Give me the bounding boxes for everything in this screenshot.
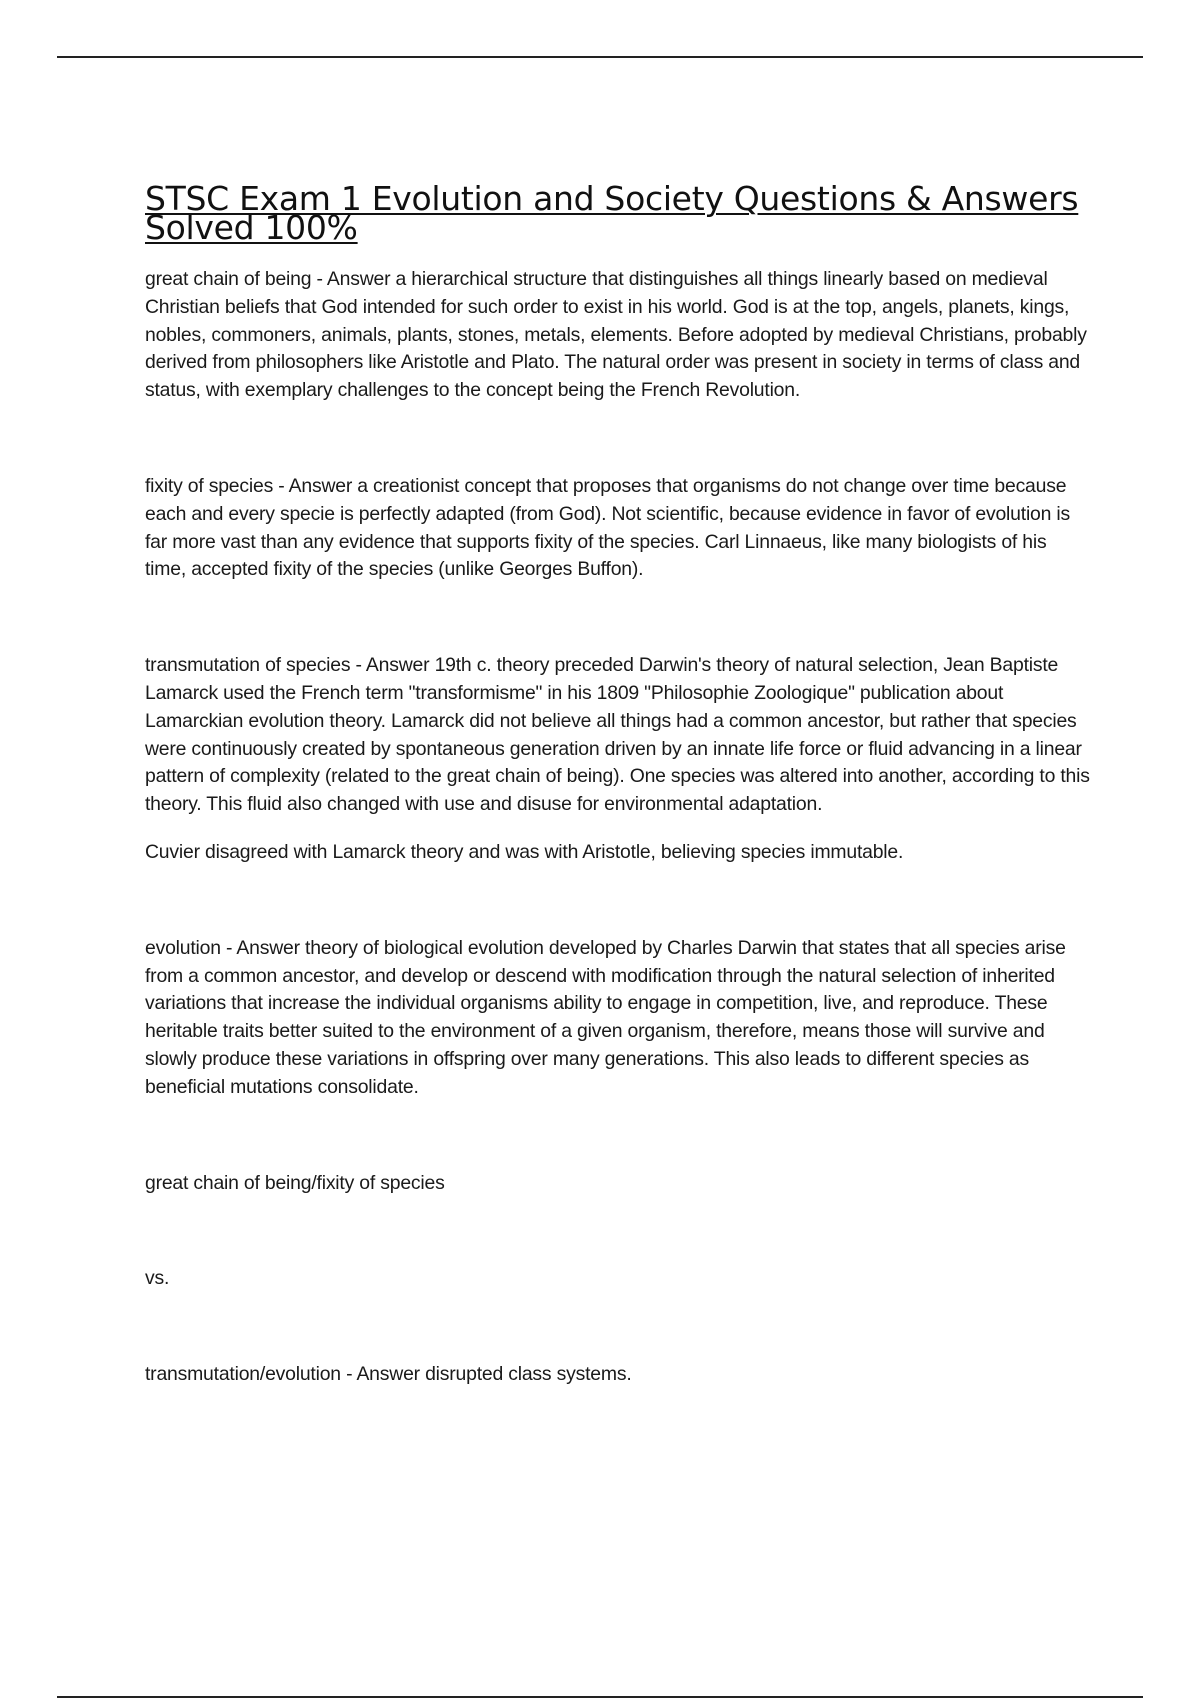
- entry-comparison-vs: vs.: [145, 1267, 170, 1290]
- entry-great-chain-of-being: great chain of being - Answer a hierarchical structure that distinguishes all things linearly based on medieval Christian beliefs that God intended for such order to exist in his world. God is at the top, angels, planets, kings, nobles, commoners, animals, plants, stones, metals, elements. Before adopted by medieval Christians, probably derived from philosophers like Aristotle and Plato. The natural order was present in society in terms of class and status, with exemplary challenges to the concept being the French Revolution.: [145, 268, 1087, 402]
- document-body: [145, 179, 1090, 1389]
- document-title: STSC Exam 1 Evolution and Society Questions & Answers Solved 100%: [145, 179, 1079, 247]
- qa-list: [145, 266, 1090, 1389]
- entry-comparison-right: transmutation/evolution - Answer disrupted class systems.: [145, 1363, 632, 1386]
- entry-evolution: evolution - Answer theory of biological evolution developed by Charles Darwin that states that all species arise from a common ancestor, and develop or descend with modification through the natural selection of inherited variations that increase the individual organisms ability to engage in competition, live, and reproduce. These heritable traits better suited to the environment of a given organism, therefore, means those will survive and slowly produce these variations in offspring over many generations. This also leads to different species as beneficial mutations consolidate.: [145, 936, 1066, 1098]
- entry-comparison-left: great chain of being/fixity of species: [145, 1171, 445, 1194]
- entry-transmutation-of-species: transmutation of species - Answer 19th c. theory preceded Darwin's theory of natural selection, Jean Baptiste Lamarck used the French term "transformisme" in his 1809 "Philosophie Zoologique" publication about Lamarckian evolution theory. Lamarck did not believe all things had a common ancestor, but rather that species were continuously created by spontaneous generation driven by an innate life force or fluid advancing in a linear pattern of complexity (related to the great chain of being). One species was altered into another, according to this theory. This fluid also changed with use and disuse for environmental adaptation.: [145, 654, 1090, 816]
- entry-fixity-of-species: fixity of species - Answer a creationist concept that proposes that organisms do not change over time because each and every specie is perfectly adapted (from God). Not scientific, because evidence in favor of evolution is far more vast than any evidence that supports fixity of the species. Carl Linnaeus, like many biologists of his time, accepted fixity of the species (unlike Georges Buffon).: [145, 474, 1071, 581]
- entry-cuvier-note: Cuvier disagreed with Lamarck theory and was with Aristotle, believing species immutable.: [145, 840, 904, 863]
- bottom-rule: [57, 1696, 1143, 1698]
- top-rule: [57, 56, 1143, 58]
